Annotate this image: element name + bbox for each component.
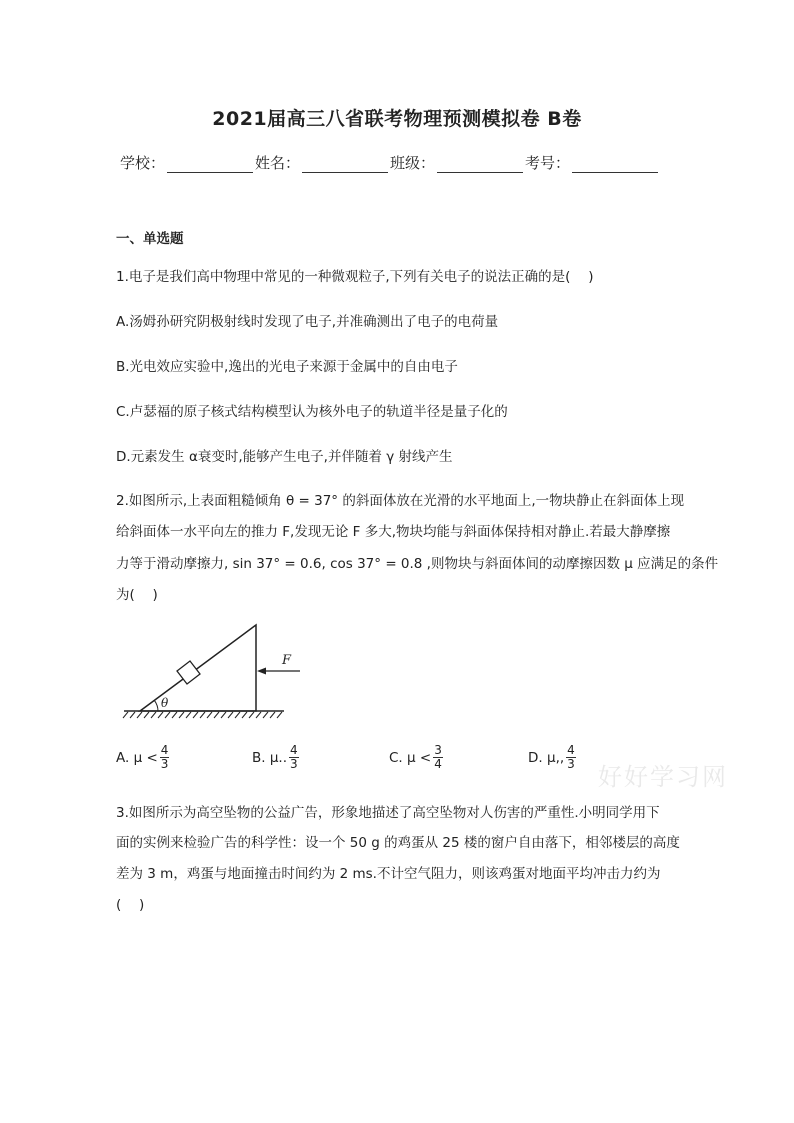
- school-blank[interactable]: [167, 156, 253, 173]
- q2-option-c-fraction: [433, 744, 443, 771]
- q1-option-d: D.元素发生 α衰变时,能够产生电子,并伴随着 γ 射线产生: [116, 449, 453, 465]
- q2-line-1: 2.如图所示,上表面粗糙倾角 θ = 37° 的斜面体放在光滑的水平地面上,一物块静止在斜面体上现: [116, 493, 685, 509]
- q2-option-d-prefix: D. μ,,: [528, 749, 565, 766]
- name-blank[interactable]: [302, 156, 388, 173]
- q2-option-d-numerator: 4: [567, 743, 575, 757]
- name-label: 姓名：: [255, 154, 301, 172]
- exam-title: 2021届高三八省联考物理预测模拟卷 B卷: [212, 108, 582, 130]
- q3-line-1: 3.如图所示为高空坠物的公益广告，形象地描述了高空坠物对人伤害的严重性.小明同学用下: [116, 805, 660, 821]
- q2-option-b-fraction: [289, 744, 299, 771]
- incline-wedge: [140, 625, 256, 711]
- watermark: 好好学习网: [598, 763, 728, 791]
- q2-option-d-denominator: 3: [567, 757, 575, 771]
- force-label: F: [282, 653, 292, 668]
- force-arrow-head: [257, 668, 266, 675]
- ground-hatching: [123, 712, 282, 718]
- section-title: 一、单选题: [116, 231, 184, 247]
- q1-option-b: B.光电效应实验中,逸出的光电子来源于金属中的自由电子: [116, 359, 458, 375]
- q2-option-c-denominator: 4: [434, 757, 442, 771]
- incline-figure: [120, 615, 320, 723]
- q3-line-4: ( ): [116, 897, 145, 913]
- number-label: 考号：: [525, 154, 571, 172]
- q2-option-a: [116, 744, 169, 771]
- class-label: 班级：: [390, 154, 436, 172]
- class-blank[interactable]: [437, 156, 523, 173]
- q2-option-d-fraction: [566, 744, 576, 771]
- q2-line-2: 给斜面体一水平向左的推力 F,发现无论 F 多大,物块均能与斜面体保持相对静止.若最大静摩擦: [116, 524, 671, 540]
- q2-line-4: 为( ): [116, 587, 158, 603]
- q2-option-b-denominator: 3: [290, 757, 298, 771]
- q2-option-a-prefix: A. μ <: [116, 749, 158, 766]
- angle-label: θ: [161, 696, 169, 710]
- q2-option-a-fraction: [160, 744, 170, 771]
- q1-stem: 1.电子是我们高中物理中常见的一种微观粒子,下列有关电子的说法正确的是( ): [116, 269, 594, 285]
- q2-option-a-denominator: 3: [160, 757, 169, 771]
- q2-option-d: [528, 744, 576, 771]
- number-blank[interactable]: [572, 156, 658, 173]
- student-info-row: [120, 152, 660, 173]
- q2-option-c-prefix: C. μ <: [389, 749, 432, 766]
- school-label: 学校：: [120, 154, 166, 172]
- q1-option-a: A.汤姆孙研究阴极射线时发现了电子,并准确测出了电子的电荷量: [116, 314, 499, 330]
- q2-option-b-prefix: B. μ..: [252, 749, 288, 766]
- q2-option-c: [389, 744, 443, 771]
- angle-arc: [155, 701, 159, 711]
- q2-option-b: [252, 744, 299, 771]
- q2-option-b-numerator: 4: [290, 743, 298, 757]
- q1-option-c: C.卢瑟福的原子核式结构模型认为核外电子的轨道半径是量子化的: [116, 404, 508, 420]
- q2-option-a-numerator: 4: [160, 743, 169, 757]
- q2-line-3: 力等于滑动摩擦力, sin 37° = 0.6, cos 37° = 0.8 ,则物块与斜面体间的动摩擦因数 μ 应满足的条件: [116, 556, 719, 572]
- q3-line-2: 面的实例来检验广告的科学性：设一个 50 g 的鸡蛋从 25 楼的窗户自由落下，相邻楼层的高度: [116, 835, 680, 851]
- q2-option-c-numerator: 3: [434, 743, 442, 757]
- q3-line-3: 差为 3 m，鸡蛋与地面撞击时间约为 2 ms.不计空气阻力，则该鸡蛋对地面平均冲击力约为: [116, 866, 661, 882]
